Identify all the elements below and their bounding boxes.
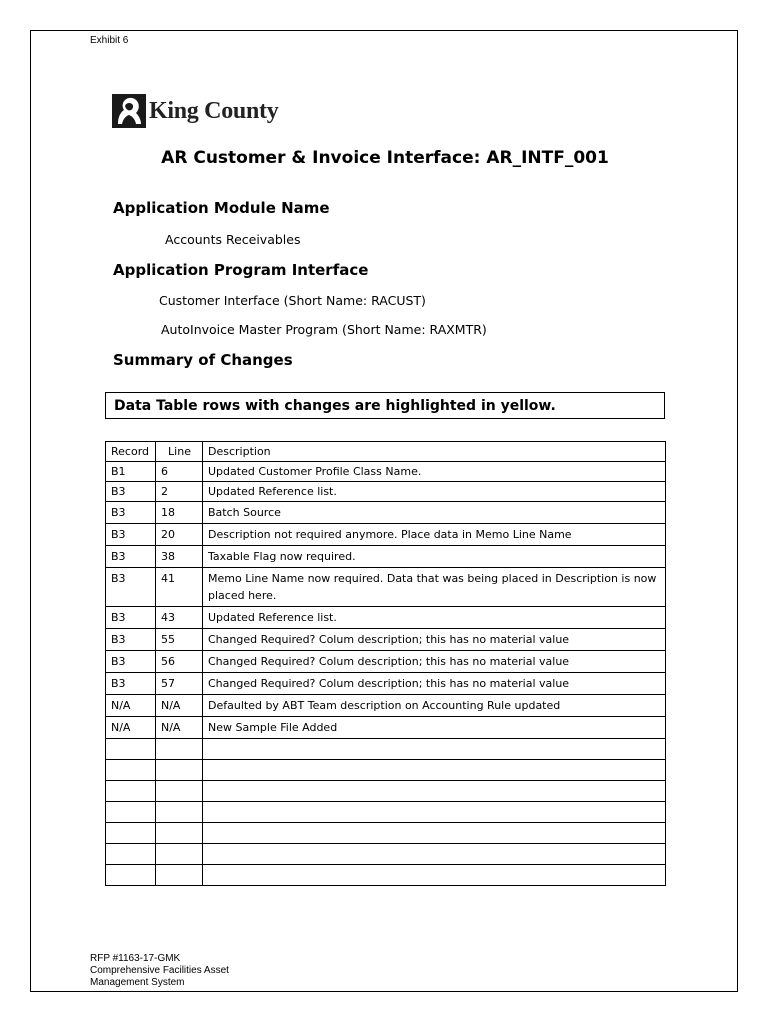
cell-description: Taxable Flag now required.	[203, 546, 666, 568]
cell-record: N/A	[106, 717, 156, 739]
table-row	[106, 546, 666, 568]
cell-description: Batch Source	[203, 502, 666, 524]
blank-row	[106, 802, 666, 823]
cell-record: B3	[106, 546, 156, 568]
cell-record: B3	[106, 651, 156, 673]
cell-record: B3	[106, 568, 156, 607]
table-row	[106, 695, 666, 717]
cell-line: 55	[156, 629, 203, 651]
api-heading: Application Program Interface	[113, 261, 369, 279]
cell-line: 57	[156, 673, 203, 695]
cell-description: Updated Customer Profile Class Name.	[203, 462, 666, 482]
cell-line: 20	[156, 524, 203, 546]
api-item-customer-interface: Customer Interface (Short Name: RACUST)	[159, 293, 426, 308]
cell-record: B1	[106, 462, 156, 482]
cell-line: 2	[156, 482, 203, 502]
header-line: Line	[156, 442, 203, 462]
cell-record: B3	[106, 629, 156, 651]
blank-row	[106, 739, 666, 760]
cell-line: 38	[156, 546, 203, 568]
blank-row	[106, 781, 666, 802]
cell-line: N/A	[156, 717, 203, 739]
table-row	[106, 607, 666, 629]
blank-row	[106, 760, 666, 781]
table-row	[106, 717, 666, 739]
cell-description: Changed Required? Colum description; this has no material value	[203, 673, 666, 695]
table-row	[106, 651, 666, 673]
cell-description: Updated Reference list.	[203, 607, 666, 629]
cell-line: 41	[156, 568, 203, 607]
table-row	[106, 629, 666, 651]
cell-line: N/A	[156, 695, 203, 717]
cell-record: B3	[106, 607, 156, 629]
cell-description: Changed Required? Colum description; this has no material value	[203, 629, 666, 651]
header-record: Record	[106, 442, 156, 462]
table-row	[106, 482, 666, 502]
header-description: Description	[203, 442, 666, 462]
logo-text: King County	[149, 97, 279, 124]
summary-heading: Summary of Changes	[113, 351, 293, 369]
table-row	[106, 524, 666, 546]
cell-record: N/A	[106, 695, 156, 717]
cell-description: Defaulted by ABT Team description on Accounting Rule updated	[203, 695, 666, 717]
highlight-note-box: Data Table rows with changes are highlighted in yellow.	[105, 392, 665, 419]
footer-line-3: Management System	[90, 977, 185, 988]
footer-line-2: Comprehensive Facilities Asset	[90, 965, 229, 976]
cell-line: 56	[156, 651, 203, 673]
module-name-heading: Application Module Name	[113, 199, 330, 217]
table-row	[106, 673, 666, 695]
exhibit-label: Exhibit 6	[90, 35, 129, 46]
table-header-row	[106, 442, 666, 462]
table-row	[106, 568, 666, 607]
cell-record: B3	[106, 524, 156, 546]
blank-row	[106, 844, 666, 865]
cell-line: 43	[156, 607, 203, 629]
king-county-emblem-icon	[112, 94, 146, 128]
cell-description: Changed Required? Colum description; this has no material value	[203, 651, 666, 673]
cell-description: Updated Reference list.	[203, 482, 666, 502]
king-county-logo	[112, 93, 278, 129]
blank-row	[106, 865, 666, 886]
cell-record: B3	[106, 482, 156, 502]
document-title: AR Customer & Invoice Interface: AR_INTF_001	[161, 148, 609, 168]
cell-record: B3	[106, 673, 156, 695]
blank-row	[106, 823, 666, 844]
module-name-value: Accounts Receivables	[165, 232, 301, 247]
table-row	[106, 502, 666, 524]
table-row	[106, 462, 666, 482]
cell-record: B3	[106, 502, 156, 524]
cell-description: Memo Line Name now required. Data that was being placed in Description is now placed here.	[203, 568, 666, 607]
cell-description: New Sample File Added	[203, 717, 666, 739]
footer	[90, 953, 229, 989]
cell-line: 18	[156, 502, 203, 524]
cell-line: 6	[156, 462, 203, 482]
api-item-autoinvoice: AutoInvoice Master Program (Short Name: RAXMTR)	[161, 322, 487, 337]
footer-rfp-number: RFP #1163-17-GMK	[90, 953, 181, 964]
cell-description: Description not required anymore. Place data in Memo Line Name	[203, 524, 666, 546]
changes-table	[105, 441, 666, 886]
